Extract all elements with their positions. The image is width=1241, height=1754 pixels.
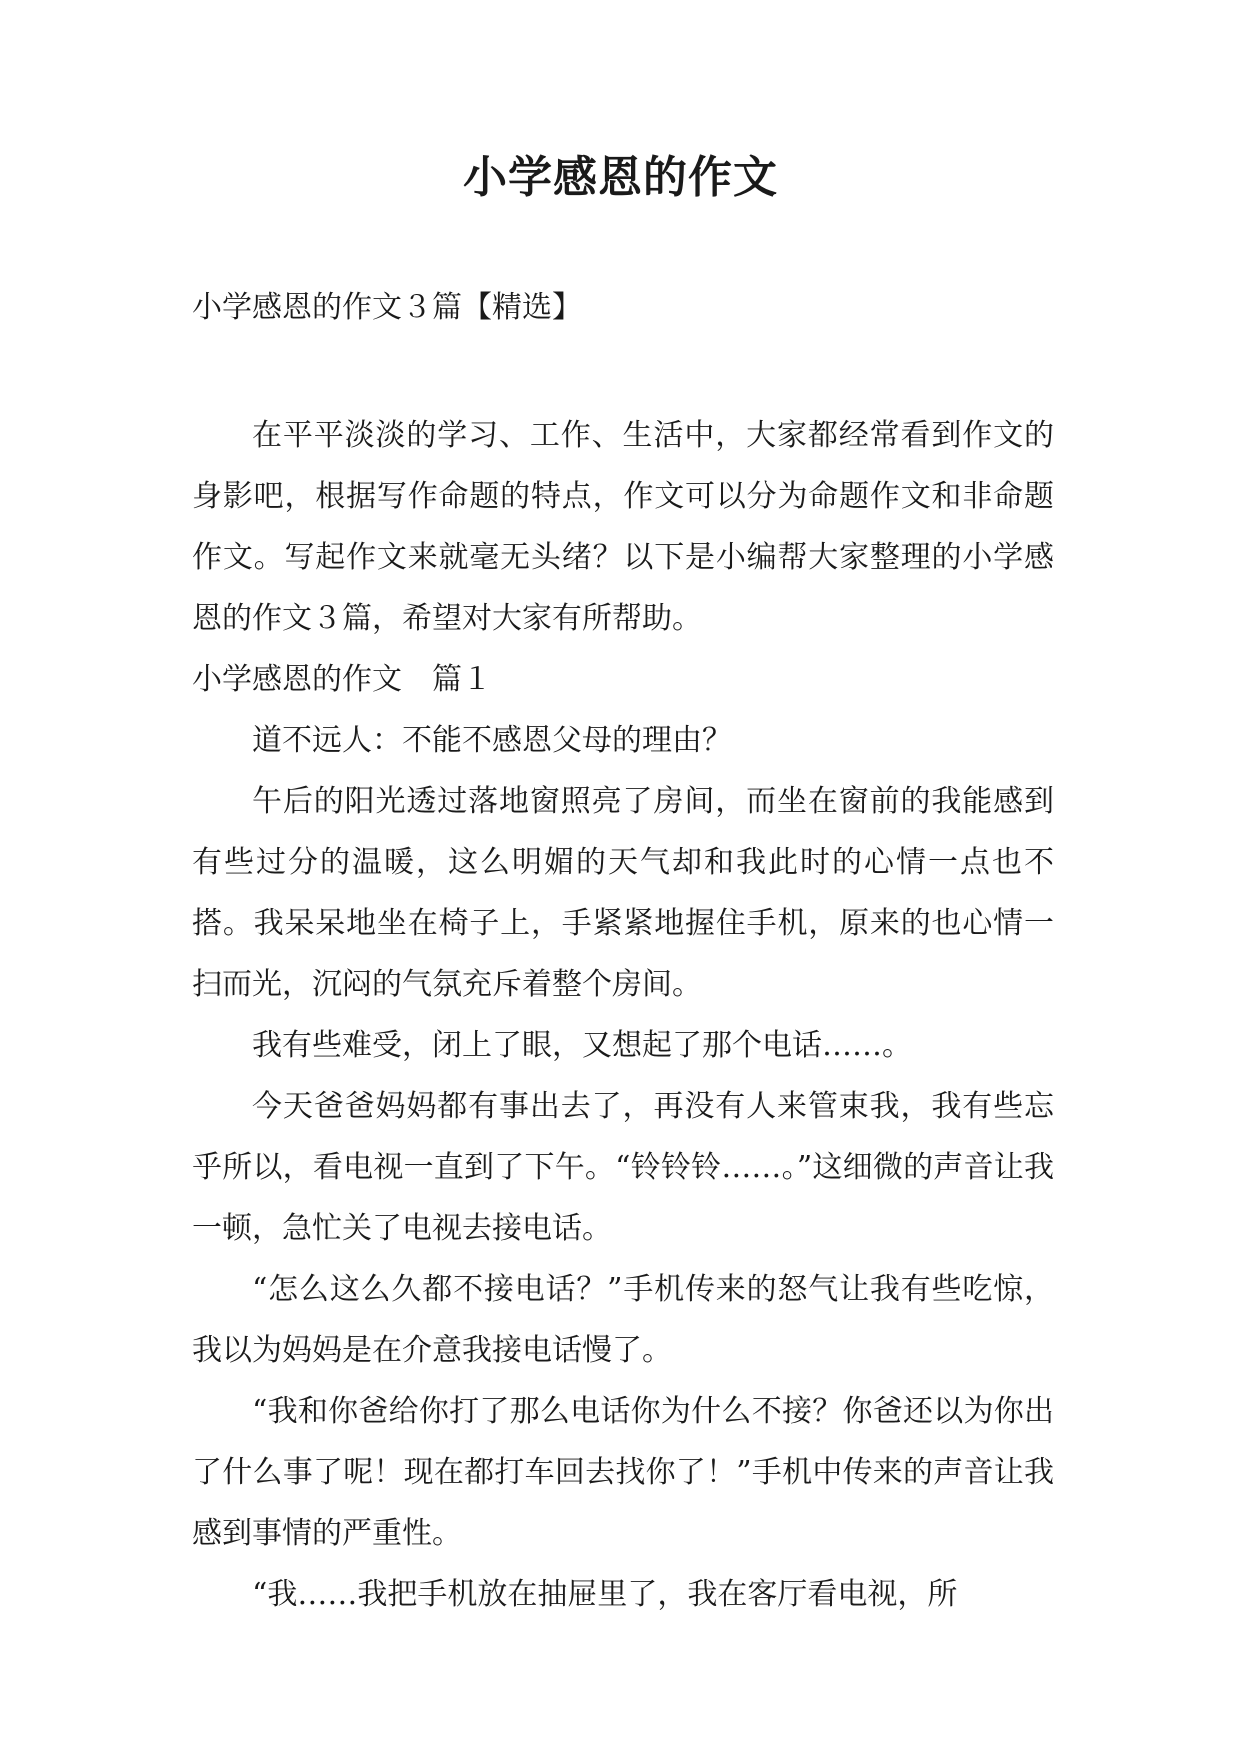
section-heading: 小学感恩的作文 篇１ [192, 662, 492, 697]
paragraph: “我和你爸给你打了那么电话你为什么不接？你爸还以为你出了什么事了呢！现在都打车回去找你了！”手机中传来的声音让我感到事情的严重性。 [192, 1394, 1054, 1551]
paragraph: 道不远人：不能不感恩父母的理由？ [252, 723, 732, 758]
paragraph: “怎么这么久都不接电话？”手机传来的怒气让我有些吃惊，我以为妈妈是在介意我接电话慢了。 [192, 1272, 1054, 1368]
paragraph: 午后的阳光透过落地窗照亮了房间，而坐在窗前的我能感到有些过分的温暖，这么明媚的天气却和我此时的心情一点也不搭。我呆呆地坐在椅子上，手紧紧地握住手机，原来的也心情一扫而光，沉闷的气氛充斥着整个房间。 [192, 784, 1054, 1002]
paragraph: “我……我把手机放在抽屉里了，我在客厅看电视，所 [252, 1577, 958, 1612]
document-subtitle: 小学感恩的作文３篇【精选】 [192, 290, 582, 325]
document-body [192, 405, 1054, 1625]
paragraph: 我有些难受，闭上了眼，又想起了那个电话……。 [252, 1028, 912, 1063]
document-title: 小学感恩的作文 [463, 152, 778, 203]
intro-paragraph: 在平平淡淡的学习、工作、生活中，大家都经常看到作文的身影吧，根据写作命题的特点，作文可以分为命题作文和非命题作文。写起作文来就毫无头绪？以下是小编帮大家整理的小学感恩的作文３篇，希望对大家有所帮助。 [192, 418, 1054, 636]
paragraph: 今天爸爸妈妈都有事出去了，再没有人来管束我，我有些忘乎所以，看电视一直到了下午。“铃铃铃……。”这细微的声音让我一顿，急忙关了电视去接电话。 [192, 1089, 1054, 1246]
